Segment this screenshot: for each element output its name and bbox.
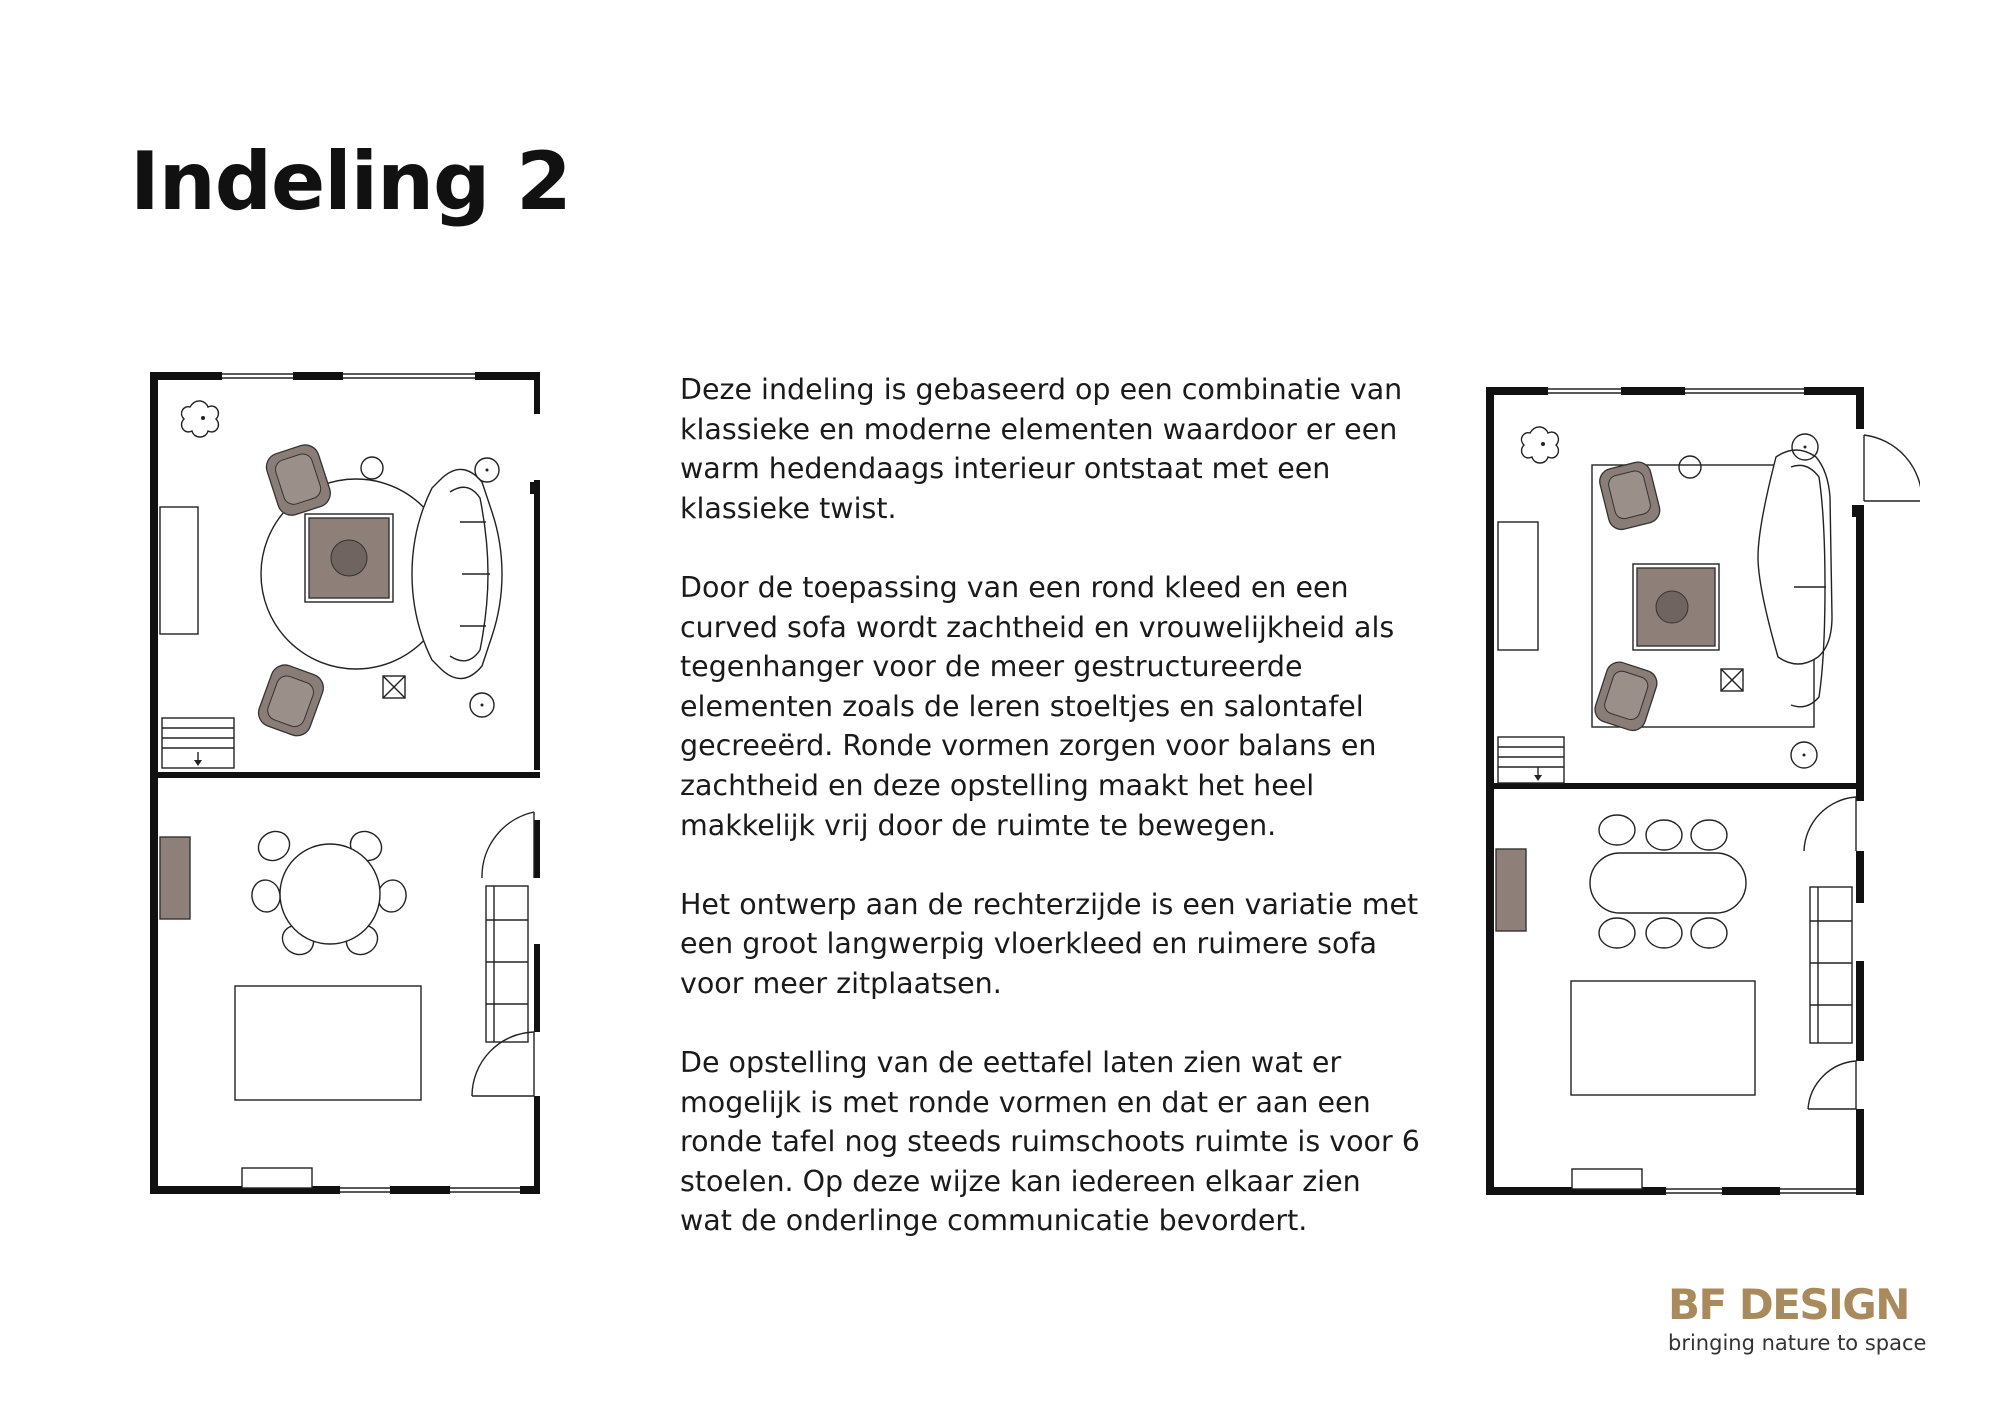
brand-logo bbox=[1668, 1280, 1928, 1355]
paragraph-4: De opstelling van de eettafel laten zien wat er mogelijk is met ronde vormen en dat er aan een ronde tafel nog steeds ruimschoots ruimte is voor 6 stoelen. Op deze wijze kan iedereen elkaar zien wat de onderlinge communicatie bevordert. bbox=[680, 1046, 1420, 1238]
paragraph-2: Door de toepassing van een rond kleed en een curved sofa wordt zachtheid en vrouwelijkheid als tegenhanger voor de meer gestructureerde elementen zoals de leren stoeltjes en salontafel gecreeërd. Ronde vormen zorgen voor balans en zachtheid en deze opstelling maakt het heel makkelijk vrij door de ruimte te bewegen. bbox=[680, 570, 1395, 842]
dining-room bbox=[1496, 815, 1852, 1189]
floor-plan-left bbox=[150, 372, 540, 1202]
living-room bbox=[160, 401, 502, 768]
living-room bbox=[1498, 427, 1832, 783]
page-title: Indeling 2 bbox=[130, 135, 571, 228]
floor-plan-right bbox=[1486, 387, 1920, 1202]
paragraph-1: Deze indeling is gebaseerd op een combinatie van klassieke en moderne elementen waardoor er een warm hedendaags interieur ontstaat met een klassieke twist. bbox=[680, 373, 1403, 525]
logo-tagline: bringing nature to space bbox=[1668, 1331, 1927, 1355]
paragraph-3: Het ontwerp aan de rechterzijde is een variatie met een groot langwerpig vloerkleed en ruimere sofa voor meer zitplaatsen. bbox=[680, 887, 1419, 1000]
logo-name: BF DESIGN bbox=[1668, 1280, 1909, 1329]
description-text bbox=[680, 370, 1420, 1281]
dining-room bbox=[160, 826, 528, 1188]
